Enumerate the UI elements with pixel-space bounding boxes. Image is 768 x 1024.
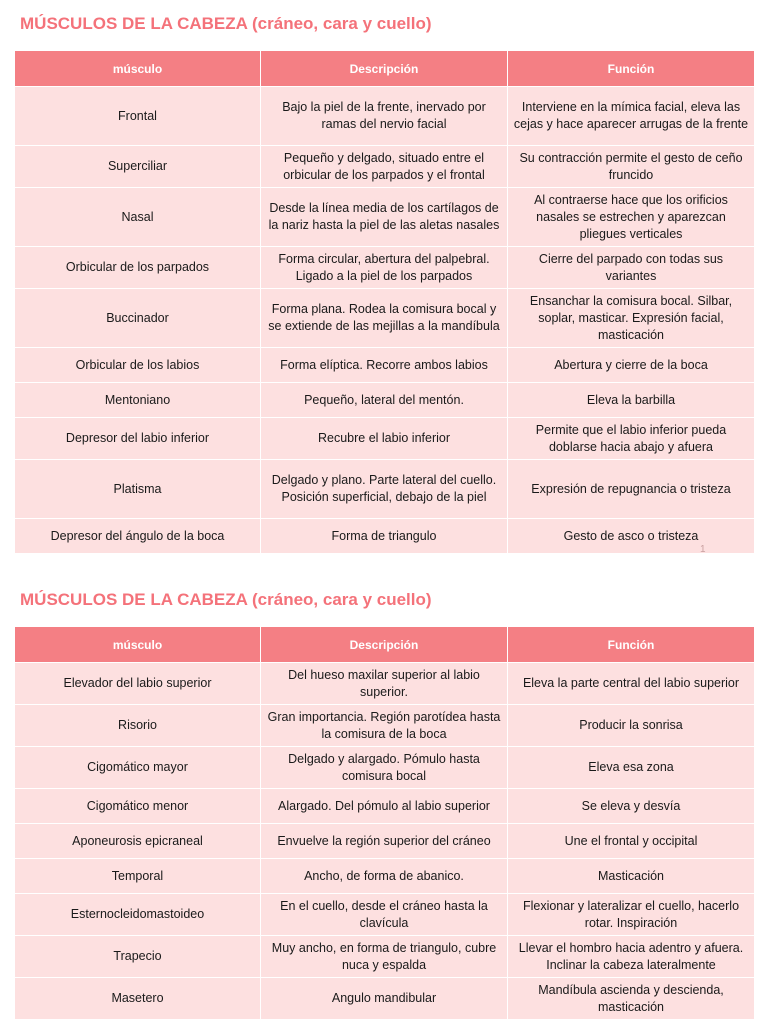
table-row xyxy=(15,247,755,289)
table-row xyxy=(15,87,755,146)
column-header-descripcion: Descripción xyxy=(261,627,508,663)
muscle-name-cell: Temporal xyxy=(15,859,261,894)
table-row xyxy=(15,663,755,705)
muscle-name-cell: Risorio xyxy=(15,705,261,747)
table-row xyxy=(15,747,755,789)
column-header-musculo: músculo xyxy=(15,51,261,87)
table-row xyxy=(15,146,755,188)
table-row xyxy=(15,383,755,418)
function-cell: Flexionar y lateralizar el cuello, hacerlo rotar. Inspiración xyxy=(508,894,755,936)
function-cell: Interviene en la mímica facial, eleva las cejas y hace aparecer arrugas de la frente xyxy=(508,87,755,146)
description-cell: Bajo la piel de la frente, inervado por ramas del nervio facial xyxy=(261,87,508,146)
muscle-name-cell: Trapecio xyxy=(15,936,261,978)
function-cell: Gesto de asco o tristeza xyxy=(508,519,755,554)
function-cell: Producir la sonrisa xyxy=(508,705,755,747)
table-row xyxy=(15,519,755,554)
muscle-name-cell: Frontal xyxy=(15,87,261,146)
muscle-name-cell: Masetero xyxy=(15,978,261,1020)
description-cell: En el cuello, desde el cráneo hasta la clavícula xyxy=(261,894,508,936)
table-row xyxy=(15,894,755,936)
function-cell: Al contraerse hace que los orificios nasales se estrechen y aparezcan pliegues verticales xyxy=(508,188,755,247)
description-cell: Alargado. Del pómulo al labio superior xyxy=(261,789,508,824)
table-row xyxy=(15,705,755,747)
table-row xyxy=(15,824,755,859)
slide-2 xyxy=(0,576,768,1024)
function-cell: Mandíbula ascienda y descienda, masticación xyxy=(508,978,755,1020)
function-cell: Expresión de repugnancia o tristeza xyxy=(508,460,755,519)
description-cell: Recubre el labio inferior xyxy=(261,418,508,460)
page-number: 1 xyxy=(700,544,706,555)
column-header-funcion: Función xyxy=(508,51,755,87)
muscle-name-cell: Aponeurosis epicraneal xyxy=(15,824,261,859)
description-cell: Forma plana. Rodea la comisura bocal y se extiende de las mejillas a la mandíbula xyxy=(261,289,508,348)
description-cell: Forma de triangulo xyxy=(261,519,508,554)
function-cell: Permite que el labio inferior pueda doblarse hacia abajo y afuera xyxy=(508,418,755,460)
function-cell: Llevar el hombro hacia adentro y afuera. Inclinar la cabeza lateralmente xyxy=(508,936,755,978)
description-cell: Muy ancho, en forma de triangulo, cubre nuca y espalda xyxy=(261,936,508,978)
muscle-name-cell: Superciliar xyxy=(15,146,261,188)
description-cell: Gran importancia. Región parotídea hasta la comisura de la boca xyxy=(261,705,508,747)
description-cell: Angulo mandibular xyxy=(261,978,508,1020)
description-cell: Del hueso maxilar superior al labio superior. xyxy=(261,663,508,705)
muscle-name-cell: Esternocleidomastoideo xyxy=(15,894,261,936)
function-cell: Masticación xyxy=(508,859,755,894)
description-cell: Forma elíptica. Recorre ambos labios xyxy=(261,348,508,383)
description-cell: Delgado y alargado. Pómulo hasta comisura bocal xyxy=(261,747,508,789)
muscle-name-cell: Cigomático mayor xyxy=(15,747,261,789)
table-row xyxy=(15,789,755,824)
description-cell: Pequeño y delgado, situado entre el orbicular de los parpados y el frontal xyxy=(261,146,508,188)
description-cell: Delgado y plano. Parte lateral del cuello. Posición superficial, debajo de la piel xyxy=(261,460,508,519)
muscle-name-cell: Elevador del labio superior xyxy=(15,663,261,705)
table-row xyxy=(15,418,755,460)
function-cell: Su contracción permite el gesto de ceño fruncido xyxy=(508,146,755,188)
description-cell: Forma circular, abertura del palpebral. Ligado a la piel de los parpados xyxy=(261,247,508,289)
function-cell: Eleva esa zona xyxy=(508,747,755,789)
muscle-table xyxy=(14,626,755,1020)
muscle-name-cell: Buccinador xyxy=(15,289,261,348)
slide-title: MÚSCULOS DE LA CABEZA (cráneo, cara y cuello) xyxy=(20,590,432,609)
table-row xyxy=(15,859,755,894)
function-cell: Cierre del parpado con todas sus variantes xyxy=(508,247,755,289)
muscle-name-cell: Nasal xyxy=(15,188,261,247)
slide-title: MÚSCULOS DE LA CABEZA (cráneo, cara y cuello) xyxy=(20,14,432,33)
table-row xyxy=(15,289,755,348)
function-cell: Ensanchar la comisura bocal. Silbar, soplar, masticar. Expresión facial, masticación xyxy=(508,289,755,348)
table-header-row xyxy=(15,627,755,663)
muscle-table xyxy=(14,50,755,554)
column-header-musculo: músculo xyxy=(15,627,261,663)
column-header-funcion: Función xyxy=(508,627,755,663)
function-cell: Abertura y cierre de la boca xyxy=(508,348,755,383)
description-cell: Pequeño, lateral del mentón. xyxy=(261,383,508,418)
description-cell: Envuelve la región superior del cráneo xyxy=(261,824,508,859)
muscle-name-cell: Depresor del labio inferior xyxy=(15,418,261,460)
function-cell: Eleva la parte central del labio superior xyxy=(508,663,755,705)
table-row xyxy=(15,188,755,247)
table-row xyxy=(15,460,755,519)
table-row xyxy=(15,978,755,1020)
table-header-row xyxy=(15,51,755,87)
muscle-name-cell: Orbicular de los parpados xyxy=(15,247,261,289)
column-header-descripcion: Descripción xyxy=(261,51,508,87)
table-row xyxy=(15,936,755,978)
muscle-name-cell: Depresor del ángulo de la boca xyxy=(15,519,261,554)
muscle-name-cell: Mentoniano xyxy=(15,383,261,418)
function-cell: Une el frontal y occipital xyxy=(508,824,755,859)
description-cell: Ancho, de forma de abanico. xyxy=(261,859,508,894)
muscle-name-cell: Platisma xyxy=(15,460,261,519)
table-row xyxy=(15,348,755,383)
muscle-name-cell: Orbicular de los labios xyxy=(15,348,261,383)
description-cell: Desde la línea media de los cartílagos de la nariz hasta la piel de las aletas nasales xyxy=(261,188,508,247)
function-cell: Se eleva y desvía xyxy=(508,789,755,824)
muscle-name-cell: Cigomático menor xyxy=(15,789,261,824)
function-cell: Eleva la barbilla xyxy=(508,383,755,418)
